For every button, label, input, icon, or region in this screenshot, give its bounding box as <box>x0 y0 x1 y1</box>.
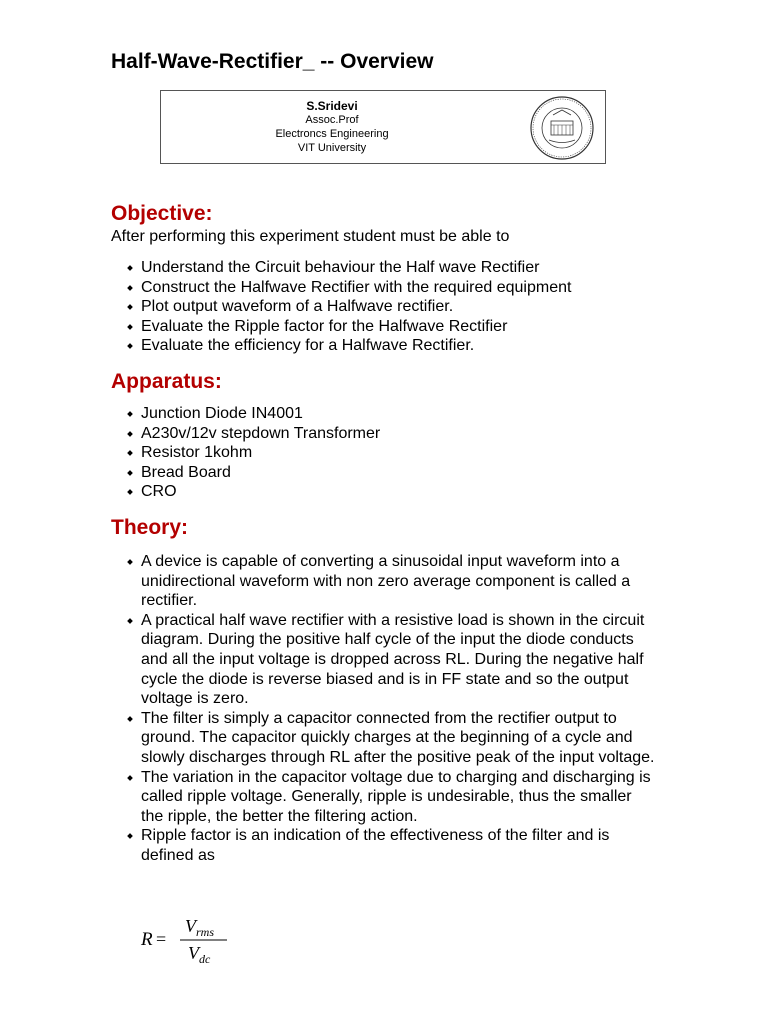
list-item <box>111 552 656 611</box>
list-item <box>111 278 671 298</box>
list-item-text: The filter is simply a capacitor connected from the rectifier output to ground. The capacitor quickly charges at the beginning of a cycle and slowly discharges through RL after the positive peak of the input voltage. <box>141 709 655 766</box>
author-name: S.Sridevi <box>306 99 358 113</box>
bullet-icon <box>127 490 133 496</box>
author-department: Electroncs Engineering <box>275 128 389 140</box>
apparatus-list <box>111 404 671 502</box>
author-card <box>160 90 606 164</box>
bullet-icon <box>127 265 133 271</box>
author-university: VIT University <box>297 142 367 154</box>
objective-list <box>111 258 671 356</box>
list-item-text: Evaluate the efficiency for a Halfwave Rectifier. <box>141 337 475 355</box>
list-item-text: Evaluate the Ripple factor for the Halfwave Rectifier <box>141 317 508 335</box>
bullet-icon <box>127 716 133 722</box>
list-item-text: Understand the Circuit behaviour the Half wave Rectifier <box>141 259 540 276</box>
bullet-icon <box>127 431 133 437</box>
list-item <box>111 463 671 483</box>
list-item-text: Resistor 1kohm <box>141 444 253 462</box>
list-item-text: The variation in the capacitor voltage due to charging and discharging is called ripple voltage. Generally, ripple is undesirable, thus the smaller the ripple, the better the filtering action. <box>141 768 651 825</box>
university-seal-icon <box>529 95 595 161</box>
bullet-icon <box>127 285 133 291</box>
list-item <box>111 297 671 317</box>
list-item <box>111 258 671 278</box>
bullet-icon <box>127 411 133 417</box>
formula-equals: = <box>156 929 167 949</box>
list-item <box>111 709 656 768</box>
author-info <box>161 99 503 155</box>
list-item <box>111 424 671 444</box>
bullet-icon <box>127 833 133 839</box>
apparatus-heading: Apparatus: <box>111 370 222 393</box>
list-item <box>111 768 656 827</box>
bullet-icon <box>127 450 133 456</box>
bullet-icon <box>127 324 133 330</box>
list-item-text: A230v/12v stepdown Transformer <box>141 424 381 442</box>
list-item <box>111 404 671 424</box>
bullet-icon <box>127 470 133 476</box>
formula-numerator: V <box>185 916 196 936</box>
bullet-icon <box>127 618 133 624</box>
theory-list <box>111 552 656 866</box>
formula-lhs: R <box>141 929 153 950</box>
list-item <box>111 611 656 709</box>
objective-intro: After performing this experiment student must be able to <box>111 228 510 245</box>
formula-denominator: V <box>188 943 199 963</box>
list-item-text: Junction Diode IN4001 <box>141 405 303 422</box>
list-item <box>111 826 656 865</box>
list-item-text: CRO <box>141 483 177 501</box>
formula-numerator-sub: rms <box>196 925 215 939</box>
bullet-icon <box>127 559 133 565</box>
list-item <box>111 317 671 337</box>
list-item-text: Construct the Halfwave Rectifier with the required equipment <box>141 278 572 296</box>
objective-heading: Objective: <box>111 202 213 225</box>
list-item-text: Bread Board <box>141 463 231 481</box>
list-item-text: Plot output waveform of a Halfwave rectifier. <box>141 298 454 316</box>
theory-heading: Theory: <box>111 516 189 539</box>
list-item-text: Ripple factor is an indication of the effectiveness of the filter and is defined as <box>141 827 610 864</box>
list-item <box>111 336 671 356</box>
bullet-icon <box>127 304 133 310</box>
author-designation: Assoc.Prof <box>305 114 359 126</box>
formula-denominator-sub: dc <box>199 952 211 966</box>
bullet-icon <box>127 775 133 781</box>
list-item-text: A device is capable of converting a sinusoidal input waveform into a unidirectional waveform with non zero average component is called a rectifier. <box>141 553 631 610</box>
list-item <box>111 443 671 463</box>
list-item <box>111 482 671 502</box>
document-title: Half-Wave-Rectifier_ -- Overview <box>111 50 434 73</box>
ripple-factor-formula <box>139 912 239 972</box>
list-item-text: A practical half wave rectifier with a resistive load is shown in the circuit diagram. During the positive half cycle of the input the diode conducts and all the input voltage is dropped across RL. During the negative half cycle the diode is reverse biased and is in FF state and so the output voltage is zero. <box>141 611 645 708</box>
bullet-icon <box>127 344 133 350</box>
